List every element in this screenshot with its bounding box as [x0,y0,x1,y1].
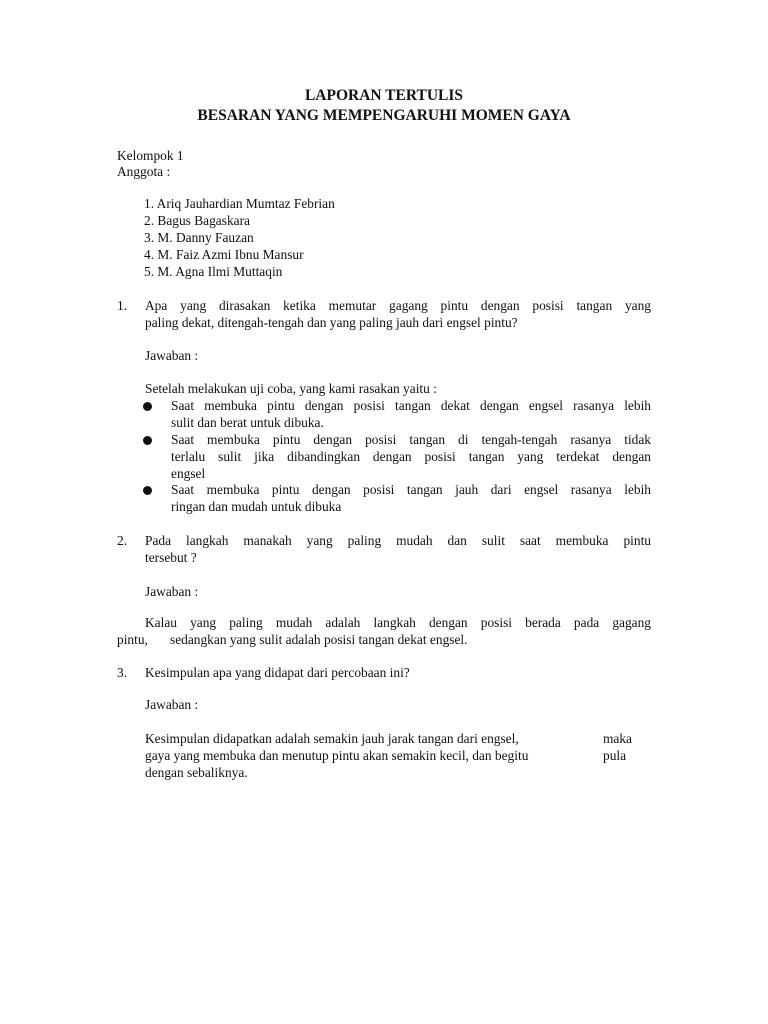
question-1-line-1: Apa yang dirasakan ketika memutar gagang pintu dengan posisi tangan yang [145,298,651,313]
member-item-5: 5. M. Agna Ilmi Muttaqin [144,264,283,279]
answer-1-bullet-1-line-1: Saat membuka pintu dengan posisi tangan dekat dengan engsel rasanya lebih [171,398,651,413]
answer-3-line-2-end: pula [603,748,627,763]
answer-1-bullet-3-line-1: Saat membuka pintu dengan posisi tangan jauh dari engsel rasanya lebih [171,482,651,497]
question-2-line-1: Pada langkah manakah yang paling mudah dan sulit saat membuka pintu [145,533,651,548]
answer-1-bullet-2-line-3: engsel [171,466,206,481]
question-1-answer-label: Jawaban : [145,348,199,363]
answer-3-line-3: dengan sebaliknya. [145,765,248,780]
answer-1-bullet-2-line-1: Saat membuka pintu dengan posisi tangan di tengah-tengah rasanya tidak [171,432,651,447]
bullet-dot-icon [143,436,152,445]
question-2-answer-label: Jawaban : [145,584,199,599]
answer-3-line-2: gaya yang membuka dan menutup pintu akan semakin kecil, dan begitu [145,748,529,763]
title-line-2: BESARAN YANG MEMPENGARUHI MOMEN GAYA [197,107,571,124]
answer-2-line-2-rest: sedangkan yang sulit adalah posisi tangan dekat engsel. [170,632,468,647]
member-item-4: 4. M. Faiz Azmi Ibnu Mansur [144,247,304,262]
title-line-1: LAPORAN TERTULIS [304,87,464,104]
question-3-answer-label: Jawaban : [145,697,199,712]
answer-1-bullet-2-line-2: terlalu sulit jika dibandingkan dengan posisi tangan yang terdekat dengan [171,449,651,464]
member-item-2: 2. Bagus Bagaskara [144,213,250,228]
answer-1-bullet-3-line-2: ringan dan mudah untuk dibuka [171,499,342,514]
answer-2-line-1: Kalau yang paling mudah adalah langkah dengan posisi berada pada gagang [145,615,651,630]
bullet-dot-icon [143,402,152,411]
answer-2-line-2-start: pintu, [117,632,148,647]
member-item-1: 1. Ariq Jauhardian Mumtaz Febrian [144,196,335,211]
answer-1-intro: Setelah melakukan uji coba, yang kami rasakan yaitu : [145,381,437,396]
answer-3-line-1: Kesimpulan didapatkan adalah semakin jauh jarak tangan dari engsel, [145,731,519,746]
question-3-line-1: Kesimpulan apa yang didapat dari percobaan ini? [145,665,410,680]
answer-3-line-1-end: maka [603,731,632,746]
member-item-3: 3. M. Danny Fauzan [144,230,254,245]
question-2-number: 2. [117,533,128,548]
question-3-number: 3. [117,665,128,680]
bullet-dot-icon [143,486,152,495]
group-name: Kelompok 1 [117,148,184,163]
question-1-number: 1. [117,298,128,313]
members-label: Anggota : [117,164,171,179]
question-1-line-2: paling dekat, ditengah-tengah dan yang paling jauh dari engsel pintu? [145,315,518,330]
answer-1-bullet-1-line-2: sulit dan berat untuk dibuka. [171,415,324,430]
question-2-line-2: tersebut ? [145,550,197,565]
